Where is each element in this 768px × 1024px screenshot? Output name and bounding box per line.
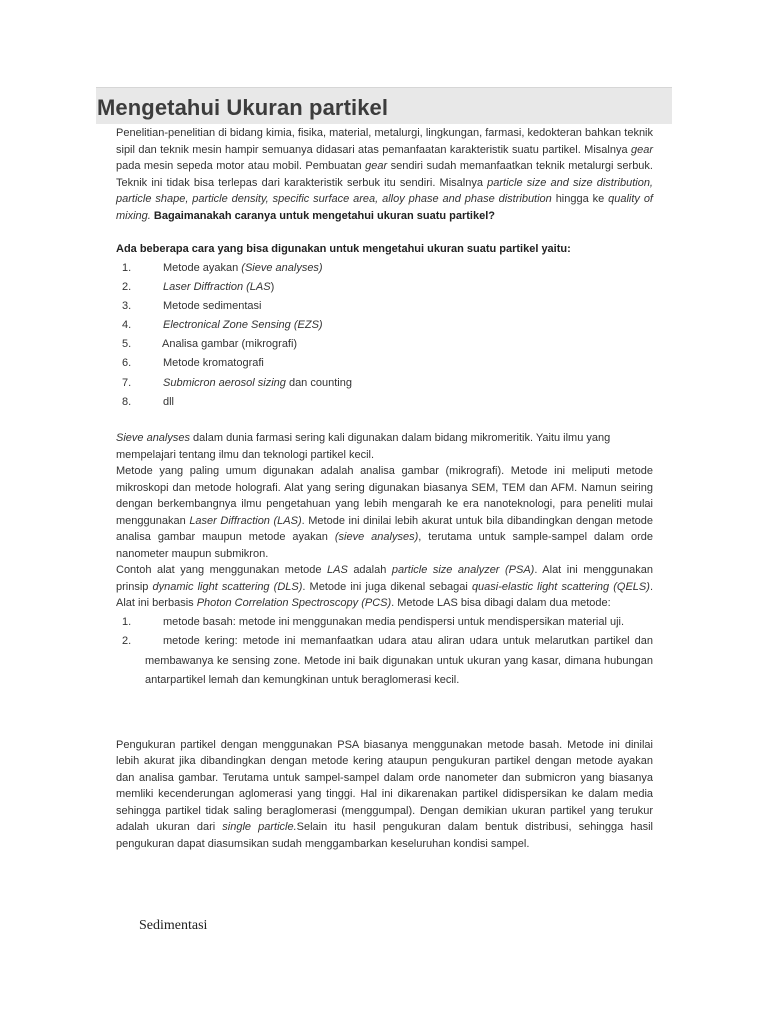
list-text: [163, 354, 264, 373]
list-item: [116, 393, 653, 412]
list-text: [163, 393, 174, 412]
list-text: [163, 374, 352, 393]
sieve-paragraph: [116, 430, 653, 463]
para-text: Contoh alat yang menggunakan metode: [116, 564, 328, 576]
sieve-text: dalam dunia farmasi sering kali digunakan dalam bidang mikromeritik. Yaitu ilmu yang mempelajari tentang ilmu dan teknologi partikel kecil.: [116, 432, 611, 461]
methods-heading: [116, 241, 653, 258]
psa-measurement-paragraph: [116, 737, 653, 853]
intro-term: gear: [365, 160, 388, 172]
para-text: . Alat ini menggunakan prinsip: [116, 564, 653, 593]
item-term: Electronical Zone Sensing (EZS): [163, 319, 323, 332]
para-term: LAS: [327, 564, 348, 576]
list-number: 5.: [122, 338, 132, 351]
para-text: Pengukuran partikel dengan menggunakan PSA biasanya menggunakan metode basah. Metode ini dinilai lebih akurat jika dibandingkan dengan metode kering ataupun pengukuran partikel dengan metode ayakan dan analisa gambar. Terutama untuk sampel-sampel dalam orde nanometer dan submicron yang biasanya memliki kecenderungan aglomerasi yang tinggi. Hal ini dikarenakan partikel didispersikan ke dalam media sehingga partikel tidak saling beraglomerasi (menggumpal). Dengan demikian ukuran partikel yang terukur adalah ukuran dari: [116, 738, 653, 833]
item-text: Metode ayakan: [163, 261, 242, 274]
list-number: 2.: [122, 635, 132, 647]
item-term: (Sieve analyses): [241, 261, 323, 274]
item-text: Metode kromatografi: [163, 357, 264, 370]
item-text: Metode sedimentasi: [163, 299, 262, 312]
item-term: Laser Diffraction (LAS: [163, 280, 271, 293]
intro-term: quality of mixing.: [116, 193, 653, 222]
list-text: metode basah: metode ini menggunakan media pendispersi untuk mendispersikan material uji.: [163, 615, 625, 628]
para-term: particle size analyzer (PSA): [391, 564, 535, 576]
para-text: . Alat ini berbasis: [116, 580, 653, 609]
para-text: , terutama untuk sample-sampel dalam orde nanometer maupun submikron.: [116, 531, 653, 560]
list-number: 4.: [122, 319, 132, 332]
methods-heading-text: Ada beberapa cara yang bisa digunakan untuk mengetahui ukuran suatu partikel yaitu:: [116, 243, 571, 255]
para-term: (sieve analyses): [334, 531, 419, 543]
psa-paragraph: [116, 562, 653, 612]
list-item: [116, 297, 653, 316]
list-number: 7.: [122, 376, 132, 389]
list-item: [116, 278, 653, 297]
para-text: Selain itu hasil pengukuran dalam bentuk distribusi, sehingga hasil pengukuran dapat diasumsikan sudah menggambarkan keseluruhan kondisi sampel.: [116, 821, 653, 850]
micrography-paragraph: [116, 463, 653, 562]
list-number: 1.: [122, 615, 132, 628]
intro-text: Penelitian-penelitian di bidang kimia, fisika, material, metalurgi, lingkungan, farmasi, kedokteran bahkan teknik sipil dan teknik mesin hampir semuanya didasari atas pemanfaatan karakteristik suatu partikel. Misalnya: [116, 127, 653, 156]
page-title: Mengetahui Ukuran partikel: [97, 95, 389, 120]
list-item: [116, 354, 653, 373]
intro-question: Bagaimanakah caranya untuk mengetahui ukuran suatu partikel?: [153, 209, 496, 222]
list-item: [116, 259, 653, 278]
list-number: 2.: [122, 280, 132, 293]
intro-term: particle size and size distribution, particle shape, particle density, specific surface area, alloy phase and phase distribution: [116, 176, 653, 205]
intro-paragraph: [116, 125, 653, 224]
list-number: 3.: [122, 299, 132, 312]
list-number: 1.: [122, 261, 132, 274]
list-item: [116, 335, 653, 354]
list-item: [116, 632, 653, 691]
para-text: . Metode LAS bisa dibagi dalam dua metode:: [391, 597, 611, 609]
item-text: dll: [163, 395, 175, 408]
intro-text: sendiri sudah memanfaatkan teknik metalurgi serbuk. Teknik ini tidak bisa terlepas dari karakteristik serbuk itu sendiri. Misalnya: [116, 160, 653, 189]
para-text: . Metode ini juga dikenal sebagai: [302, 580, 472, 593]
item-text: dan counting: [285, 376, 352, 389]
methods-list: [116, 259, 653, 413]
para-text: Metode yang paling umum digunakan adalah analisa gambar (mikrografi). Metode ini meliputi metode mikroskopi dan metode holografi. Alat yang sering digunakan biasanya SEM, TEM dan AFM. Namun seiring dengan berkembangnya ilmu pengetahuan yang lebih mengarah ke era nanoteknologi, para peneliti mulai menggunakan: [116, 465, 653, 527]
section-heading: Sedimentasi: [139, 918, 208, 933]
para-term: quasi-elastic light scattering (QELS): [471, 580, 650, 593]
list-item: [116, 613, 653, 633]
para-text: adalah: [347, 564, 392, 576]
list-text: metode kering: metode ini memanfaatkan udara atau aliran udara untuk melarutkan partikel dan membawanya ke sensing zone. Metode ini baik digunakan untuk ukuran yang kasar, dimana hubungan antarpartikel lemah dan kemungkinan untuk beraglomerasi kecil.: [145, 635, 653, 686]
list-item: [116, 374, 653, 393]
list-number: 8.: [122, 395, 132, 408]
para-term: Photon Correlation Spectroscopy (PCS): [196, 597, 392, 609]
item-text: Analisa gambar (mikrografi): [162, 338, 298, 351]
intro-text: pada mesin sepeda motor atau mobil. Pembuatan: [116, 160, 366, 172]
intro-term: gear: [630, 143, 653, 156]
list-number: 6.: [122, 357, 132, 370]
list-text: [163, 259, 323, 278]
list-text: [163, 297, 261, 316]
list-text: [163, 278, 274, 297]
para-text: . Metode ini dinilai lebih akurat untuk bila dibandingkan dengan metode analisa gambar maupun metode ayakan: [116, 514, 653, 543]
item-text: ): [270, 280, 275, 293]
para-term: single particle.: [222, 821, 297, 833]
list-item: [116, 316, 653, 335]
para-term: dynamic light scattering (DLS): [152, 580, 303, 593]
item-term: Submicron aerosol sizing: [163, 376, 286, 389]
article-body: [116, 125, 653, 852]
intro-text: hingga ke: [551, 193, 609, 205]
list-text: [162, 335, 297, 354]
list-text: [163, 316, 323, 335]
sieve-term: Sieve analyses: [116, 432, 190, 444]
las-methods-list: [116, 613, 653, 691]
para-term: Laser Diffraction (LAS): [189, 514, 302, 527]
